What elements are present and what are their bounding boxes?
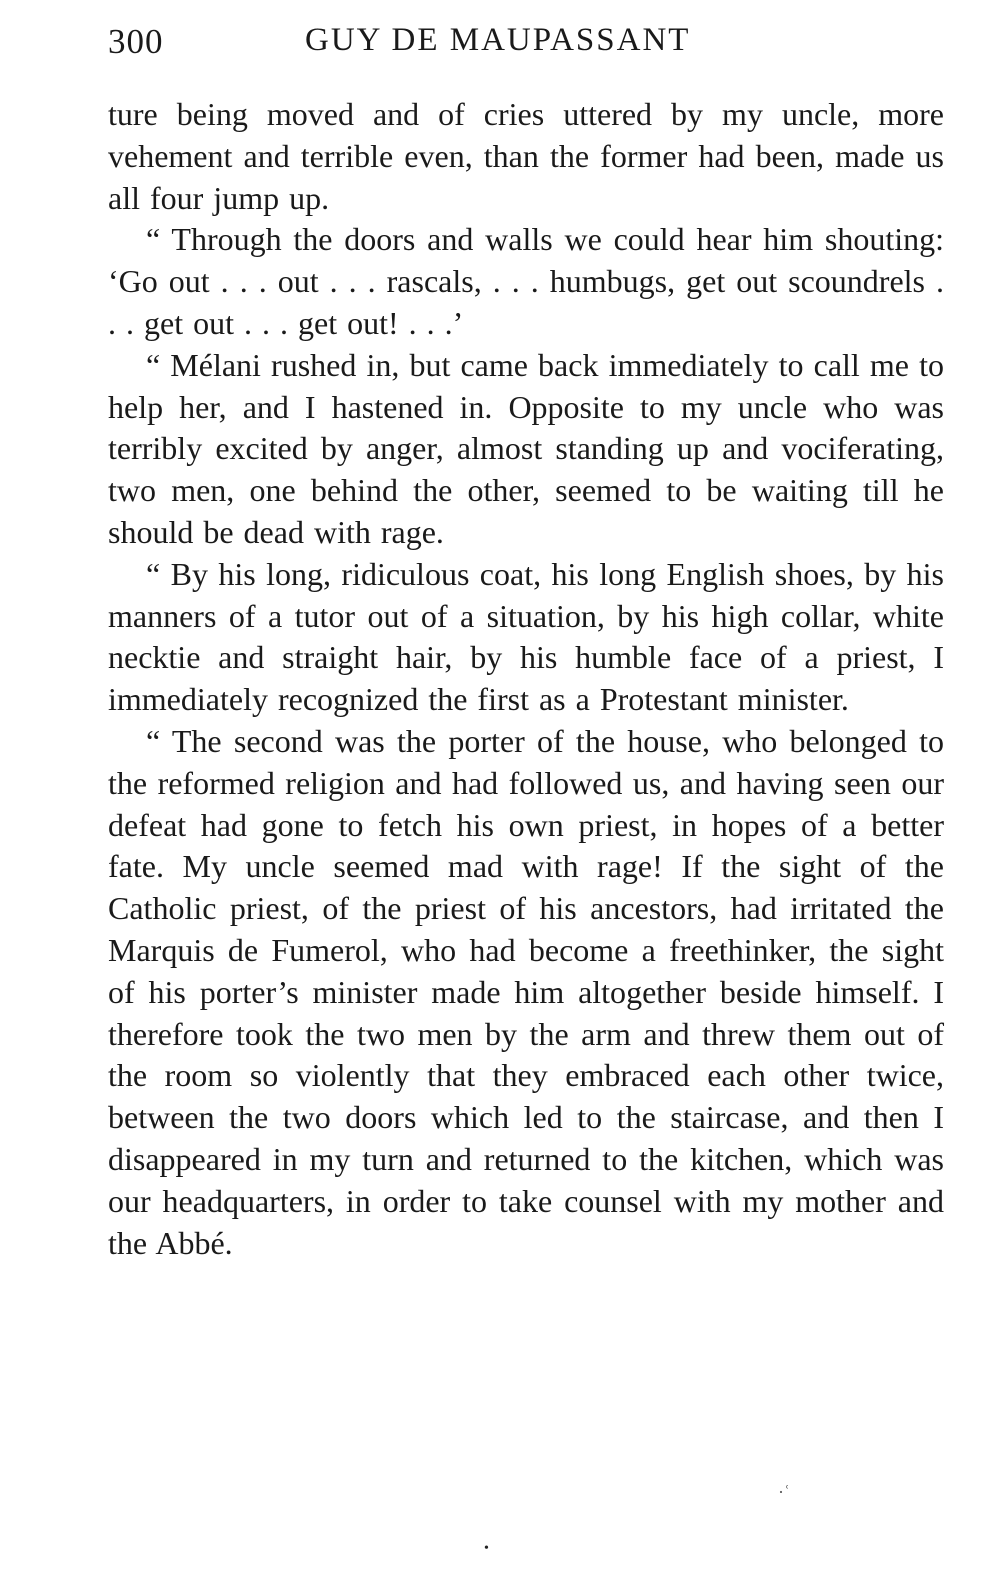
paragraph-porter: “ The second was the porter of the house, who belonged to the reformed religion and had followed us, and having seen our defeat had gone to fetch his own priest, in hopes of a better fate. My uncle seemed mad with rage! If the sight of the Catholic priest, of the priest of his ancestors, had irritated the Marquis de Fumerol, who had become a freethinker, the sight of his porter’s minister made him altogether beside himself. I therefore took the two men by the arm and threw them out of the room so violently that they embraced each other twice, between the two doors which led to the staircase, and then I disappeared in my turn and returned to the kitchen, which was our headquarters, in order to take counsel with my mother and the Abbé. xyxy=(108,722,944,1261)
paragraph-shouting: “ Through the doors and walls we could hear him shouting: ‘Go out . . . out . . . rascals, . . . humbugs, get out scoundrels . . . get out . . . get out! . . .’ xyxy=(108,221,944,341)
paragraph-continuation: ture being moved and of cries uttered by my uncle, more vehement and terrible even, than the former had been, made us all four jump up. xyxy=(108,96,944,216)
running-head xyxy=(108,22,944,72)
paragraph-minister: “ By his long, ridiculous coat, his long English shoes, by his manners of a tutor out of a situation, by his high collar, white necktie and straight hair, by his humble face of a priest, I immediately recognized the first as a Protestant minister. xyxy=(108,555,944,718)
page-number: 300 xyxy=(108,22,164,61)
running-title: GUY DE MAUPASSANT xyxy=(305,22,691,58)
bottom-ornament: • xyxy=(484,1541,489,1556)
paragraph-melani: “ Mélani rushed in, but came back immediately to call me to help her, and I hastened in. Opposite to my uncle who was terribly excited by anger, almost standing up and vociferating, two men, one behind the other, seemed to be waiting till he should be dead with rage. xyxy=(108,346,944,550)
printer-mark: ·ʿ xyxy=(778,1482,790,1502)
body-text xyxy=(108,94,944,1264)
